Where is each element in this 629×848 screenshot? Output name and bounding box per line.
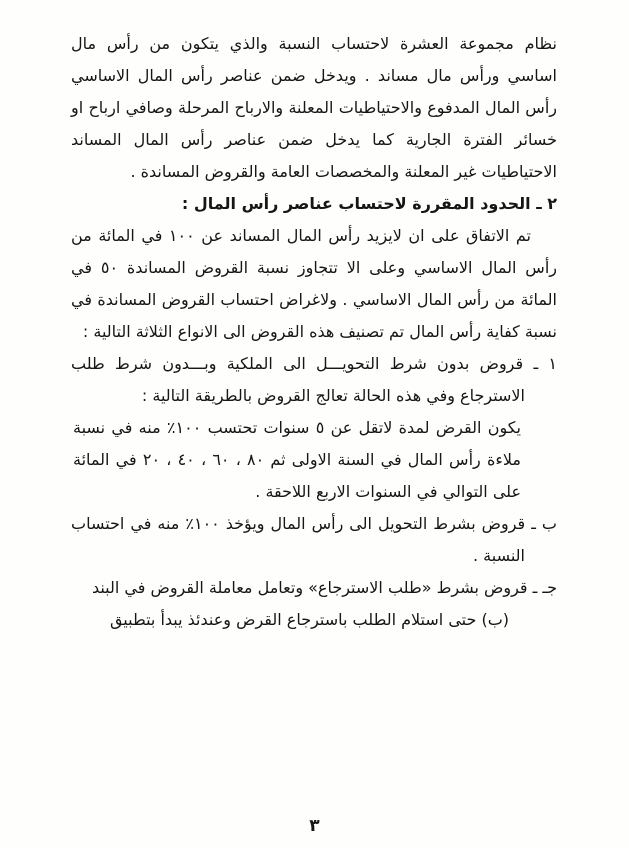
- list-item-1-line: [71, 348, 557, 412]
- list-item-b-text: قروض بشرط التحويل الى رأس المال ويؤخذ ١٠٠٪ منه في احتساب النسبة .: [71, 514, 526, 565]
- paragraph-capital-components: نظام مجموعة العشرة لاحتساب النسبة والذي يتكون من رأس مال اساسي ورأس مال مساند . ويدخل ضمن عناصر رأس المال الاساسي رأس المال المدفوع والاحتياطيات المعلنة والارباح المرحلة وصافي ارباح او خسائر الفترة الجارية كما يدخل ضمن عناصر رأس المال المساند الاحتياطيات غير المعلنة والمخصصات العامة والقروض المساندة .: [71, 34, 557, 181]
- list-item-b-marker: ب ـ: [531, 514, 557, 533]
- list-item-1-marker: ١ ـ: [533, 354, 557, 373]
- paragraph-limits: تم الاتفاق على ان لايزيد رأس المال المساند عن ١٠٠ في المائة من رأس المال الاساسي وعلى الا تتجاوز نسبة القروض المساندة ٥٠ في المائة من رأس المال الاساسي . ولاغراض احتساب القروض المساندة في نسبة كفاية رأس المال تم تصنيف هذه القروض الى الانواع الثلاثة التالية :: [71, 226, 558, 341]
- list-item-j-text: قروض بشرط «طلب الاسترجاع» وتعامل معاملة القروض في البند: [91, 578, 528, 597]
- section-heading: ٢ ـ الحدود المقررة لاحتساب عناصر رأس المال :: [181, 194, 557, 213]
- list-item-j-marker: جـ ـ: [532, 578, 557, 597]
- list-item-j-subtext: (ب) حتى استلام الطلب باسترجاع القرض وعندئذ يبدأ بتطبيق: [109, 610, 509, 629]
- list-item-b: [71, 508, 557, 572]
- list-item-j-line: [71, 572, 557, 604]
- list-item-j: [71, 572, 557, 636]
- page-number: ٣: [309, 816, 320, 836]
- list-item-1-text: قروض بدون شرط التحويـــل الى الملكية وبـــدون شرط طلب الاسترجاع وفي هذه الحالة تعالج القروض بالطريقة التالية :: [71, 354, 525, 405]
- list-item-b-line: [71, 508, 557, 572]
- list-item-1-subtext: يكون القرض لمدة لاتقل عن ٥ سنوات تحتسب ١٠٠٪ منه في نسبة ملاءة رأس المال في السنة الاولى ثم ٨٠ ، ٦٠ ، ٤٠ ، ٢٠ في المائة على التوالي في السنوات الاربع اللاحقة .: [73, 418, 521, 501]
- document-text: [71, 28, 557, 636]
- list-item-1: [71, 348, 557, 508]
